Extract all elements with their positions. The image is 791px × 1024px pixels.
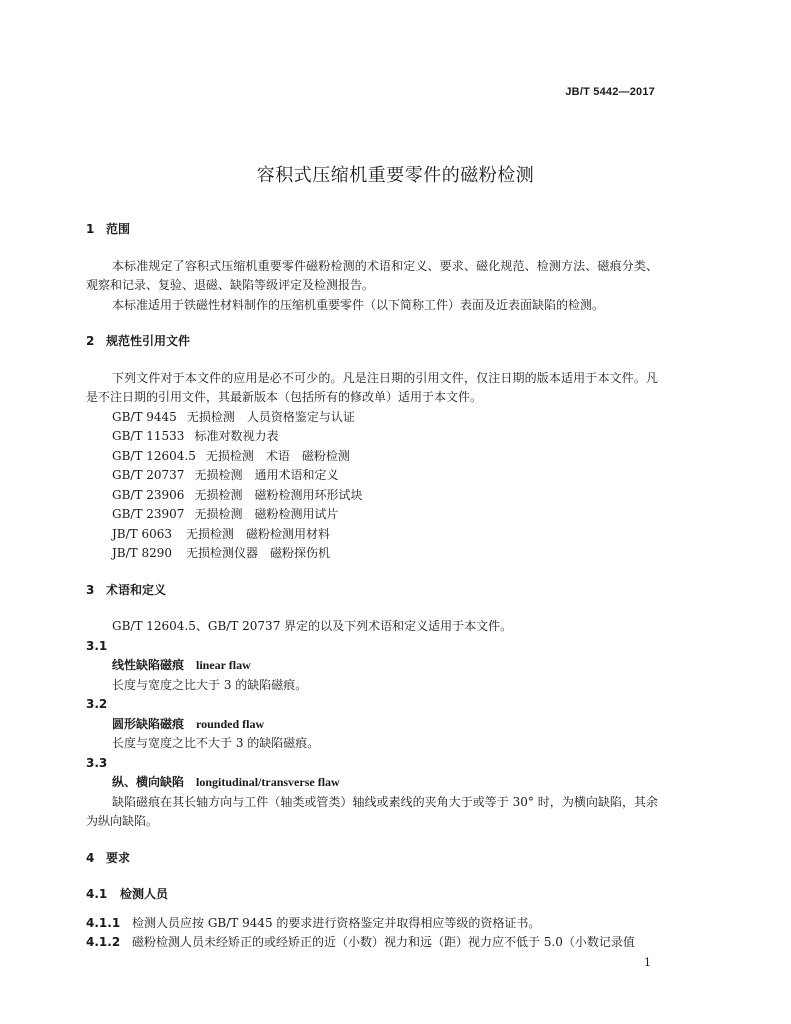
section-3-heading — [86, 581, 658, 601]
section-number: 3 — [86, 582, 95, 597]
term-definition: 缺陷磁痕在其长轴方向与工件（轴类或管类）轴线或素线的夹角大于或等于 30° 时，为横向缺陷，其余为纵向缺陷。 — [86, 794, 658, 828]
section-2-heading — [86, 332, 658, 352]
section-number: 4 — [86, 850, 95, 865]
term-number: 3.1 — [86, 638, 108, 653]
reference-code: GB/T 9445 — [112, 409, 177, 424]
subsection-number: 4.1 — [86, 887, 108, 901]
reference-list — [86, 408, 658, 564]
section-title: 范围 — [106, 222, 131, 236]
section-title: 术语和定义 — [106, 582, 167, 597]
page-number: 1 — [644, 956, 651, 969]
reference-item — [86, 544, 658, 564]
references-intro: 下列文件对于本文件的应用是必不可少的。凡是注日期的引用文件，仅注日期的版本适用于本文件。凡是不注日期的引用文件，其最新版本（包括所有的修改单）适用于本文件。 — [86, 370, 658, 404]
section-title: 要求 — [106, 850, 131, 865]
section-title: 规范性引用文件 — [106, 334, 191, 348]
term-number: 3.2 — [86, 697, 108, 711]
subsection-title: 检测人员 — [120, 887, 169, 901]
term-zh: 线性缺陷磁痕 — [112, 658, 185, 672]
section-number: 2 — [86, 334, 95, 348]
scope-paragraph-1: 本标准规定了容积式压缩机重要零件磁粉检测的术语和定义、要求、磁化规范、检测方法、磁痕分类、观察和记录、复验、退磁、缺陷等级评定及检测报告。 — [86, 258, 658, 292]
reference-code: GB/T 23907 — [112, 507, 185, 521]
section-1-heading — [86, 220, 658, 240]
clause-number: 4.1.1 — [86, 915, 121, 930]
term-definition: 长度与宽度之比不大于 3 的缺陷磁痕。 — [112, 736, 320, 750]
clause-number: 4.1.2 — [86, 935, 121, 949]
reference-item — [86, 486, 658, 506]
reference-title: 标准对数视力表 — [194, 429, 279, 443]
reference-code: GB/T 11533 — [112, 429, 185, 443]
reference-title: 无损检测 术语 磁粉检测 — [205, 448, 350, 463]
document-body — [86, 220, 658, 953]
reference-item — [86, 408, 658, 428]
subsection-4-1-heading — [86, 885, 658, 905]
reference-code: GB/T 20737 — [112, 468, 185, 482]
reference-code: GB/T 23906 — [112, 487, 185, 502]
term-en: longitudinal/transverse flaw — [196, 775, 340, 789]
reference-title: 无损检测 人员资格鉴定与认证 — [186, 409, 355, 424]
term-number: 3.3 — [86, 755, 108, 770]
reference-item — [86, 466, 658, 486]
clause-4-1-1 — [86, 914, 658, 934]
term-zh: 纵、横向缺陷 — [112, 775, 185, 789]
clause-4-1-2 — [86, 933, 658, 953]
term-entry — [86, 656, 658, 676]
reference-item — [86, 525, 658, 545]
term-definition: 长度与宽度之比大于 3 的缺陷磁痕。 — [112, 677, 308, 692]
reference-title: 无损检测仪器 磁粉探伤机 — [186, 546, 331, 560]
reference-title: 无损检测 通用术语和定义 — [194, 468, 339, 482]
section-number: 1 — [86, 222, 95, 236]
reference-code: JB/T 8290 — [112, 546, 173, 560]
document-title: 容积式压缩机重要零件的磁粉检测 — [256, 165, 535, 186]
standard-code: JB/T 5442—2017 — [565, 86, 655, 98]
reference-item — [86, 447, 658, 467]
reference-item — [86, 427, 658, 447]
terms-intro: GB/T 12604.5、GB/T 20737 界定的以及下列术语和定义适用于本文件。 — [112, 619, 513, 633]
term-zh: 圆形缺陷磁痕 — [112, 716, 185, 731]
term-en: linear flaw — [196, 658, 251, 672]
reference-title: 无损检测 磁粉检测用环形试块 — [194, 487, 363, 502]
reference-title: 无损检测 磁粉检测用试片 — [194, 507, 339, 521]
clause-text: 检测人员应按 GB/T 9445 的要求进行资格鉴定并取得相应等级的资格证书。 — [132, 915, 541, 930]
term-en: rounded flaw — [196, 716, 265, 731]
reference-item — [86, 505, 658, 525]
section-4-heading — [86, 849, 658, 869]
term-entry — [86, 773, 658, 793]
reference-code: GB/T 12604.5 — [112, 448, 196, 463]
reference-title: 无损检测 磁粉检测用材料 — [186, 526, 331, 541]
scope-paragraph-2: 本标准适用于铁磁性材料制作的压缩机重要零件（以下简称工件）表面及近表面缺陷的检测。 — [112, 297, 605, 312]
reference-code: JB/T 6063 — [112, 526, 173, 541]
term-entry — [86, 715, 658, 735]
clause-text: 磁粉检测人员未经矫正的或经矫正的近（小数）视力和远（距）视力应不低于 5.0（小数记录值 — [132, 935, 635, 949]
